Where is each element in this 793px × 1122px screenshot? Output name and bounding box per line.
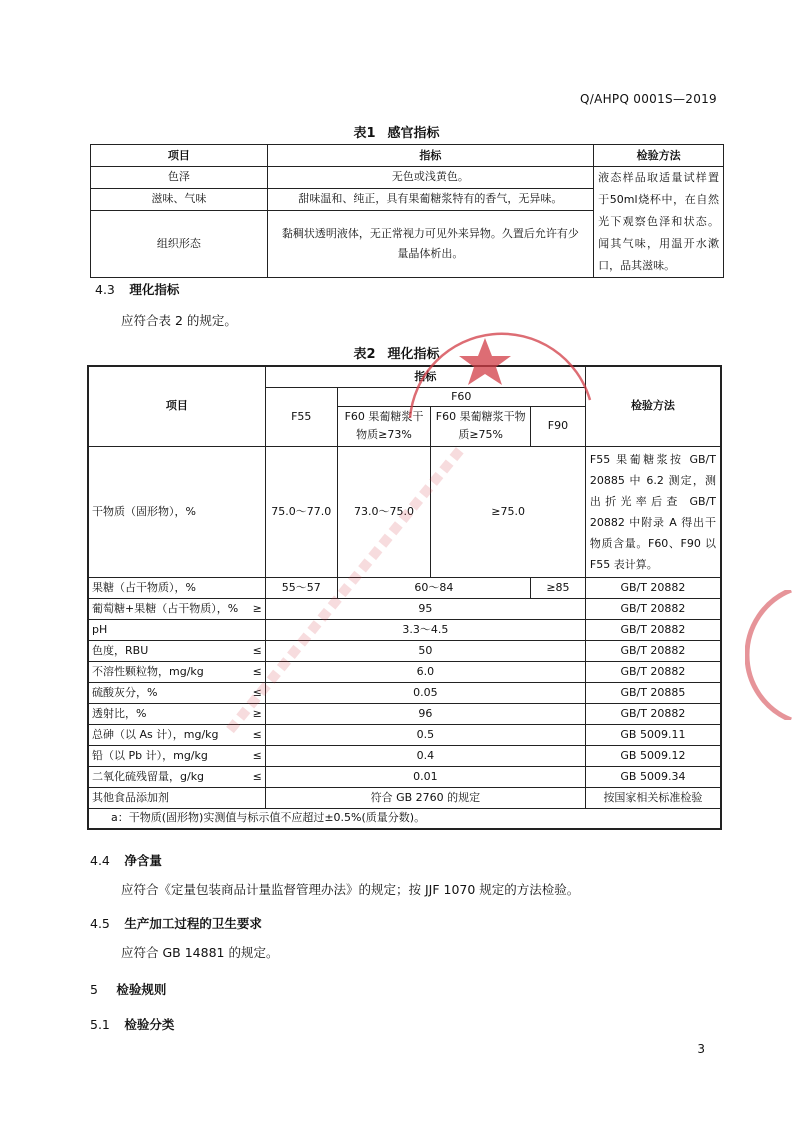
section-number: 5	[90, 982, 98, 997]
table2-cell-method: GB/T 20882	[585, 619, 721, 640]
table2-cell-method: GB/T 20882	[585, 577, 721, 598]
table2-header-f60-b: F60 果葡糖浆干物质≥75%	[431, 406, 531, 446]
table2-cell-method: GB/T 20882	[585, 640, 721, 661]
section-4-5-heading	[90, 914, 262, 932]
table2-cell-f90: ≥85	[531, 577, 586, 598]
table2-row-item: 果糖（占干物质），%	[88, 577, 265, 598]
item-name: 其他食品添加剂	[92, 790, 169, 804]
table2-cell-value: 6.0	[265, 661, 585, 682]
item-name: 色度，RBU	[92, 643, 149, 657]
section-4-5-text: 应符合 GB 14881 的规定。	[121, 945, 279, 960]
item-name: 总砷（以 As 计），mg/kg	[92, 727, 219, 741]
table2-cell-value: 0.4	[265, 745, 585, 766]
limit-symbol: ≤	[252, 769, 262, 783]
table1-method: 液态样品取适量试样置于50ml烧杯中，在自然光下观察色泽和状态。闻其气味，用温开水漱口，品其滋味。	[594, 167, 724, 278]
limit-symbol: ≤	[252, 727, 262, 741]
table1-row-item: 组织形态	[91, 210, 268, 277]
section-title: 检验分类	[124, 1017, 175, 1032]
limit-symbol: ≤	[252, 748, 262, 762]
page-number: 3	[697, 1042, 705, 1056]
table1-header-item: 项目	[91, 145, 268, 167]
table2-cell-value: 0.5	[265, 724, 585, 745]
limit-symbol: ≥	[252, 601, 262, 615]
table2-header-item: 项目	[88, 366, 265, 446]
section-title: 检验规则	[116, 982, 167, 997]
table2-cell-f60-b-f90: ≥75.0	[431, 446, 586, 577]
table1-caption-title: 感官指标	[387, 126, 440, 141]
table2-row-item: 干物质（固形物），%	[88, 446, 265, 577]
table2-cell-f60-a: 73.0～75.0	[337, 446, 431, 577]
table1-row-value: 甜味温和、纯正，具有果葡糖浆特有的香气，无异味。	[267, 188, 593, 210]
item-name: 透射比，%	[92, 706, 147, 720]
item-name: 不溶性颗粒物，mg/kg	[92, 664, 204, 678]
table2-cell-method: F55 果葡糖浆按 GB/T 20885 中 6.2 测定，测出折光率后查 GB/T 20882 中附录 A 得出干物质含量。F60、F90 以 F55 表计算。	[585, 446, 721, 577]
table2-cell-value: 0.05	[265, 682, 585, 703]
table2-cell-value: 0.01	[265, 766, 585, 787]
section-number: 4.4	[90, 853, 110, 868]
table2-cell-value: 96	[265, 703, 585, 724]
table2-row-item	[88, 766, 265, 787]
table2-cell-method: GB/T 20882	[585, 598, 721, 619]
seal-text-band	[230, 450, 460, 730]
item-name: 硫酸灰分，%	[92, 685, 158, 699]
limit-symbol: ≤	[252, 664, 262, 678]
table2-cell-value: 95	[265, 598, 585, 619]
table1-header-method: 检验方法	[594, 145, 724, 167]
table2-footnote: a：干物质(固形物)实测值与标示值不应超过±0.5%(质量分数)。	[88, 808, 721, 829]
table2-cell-method: GB 5009.12	[585, 745, 721, 766]
table2-cell-method: GB/T 20885	[585, 682, 721, 703]
table2-cell-value: 50	[265, 640, 585, 661]
table2-row-item	[88, 787, 265, 808]
table2-header-method: 检验方法	[585, 366, 721, 446]
table2-cell-value: 符合 GB 2760 的规定	[265, 787, 585, 808]
seal-ring	[410, 334, 590, 418]
table2-cell-value: 3.3～4.5	[265, 619, 585, 640]
table2-header-f60: F60	[337, 387, 585, 406]
item-name: 铅（以 Pb 计），mg/kg	[92, 748, 208, 762]
table1-row-item: 色泽	[91, 167, 268, 189]
edge-seal-ring	[747, 590, 791, 720]
document-number: Q/AHPQ 0001S—2019	[579, 92, 717, 106]
table2-caption	[0, 343, 793, 362]
section-title: 理化指标	[129, 282, 180, 297]
table1-header-indicator: 指标	[267, 145, 593, 167]
section-4-3-heading	[95, 280, 179, 298]
table1-caption-number: 表1	[353, 126, 376, 141]
section-title: 净含量	[124, 853, 162, 868]
table2-header-f60-a: F60 果葡糖浆干物质≥73%	[337, 406, 431, 446]
seal-text-arc-icon	[220, 430, 480, 750]
section-number: 4.3	[95, 282, 115, 297]
section-4-4-text: 应符合《定量包装商品计量监督管理办法》的规定；按 JJF 1070 规定的方法检验。	[121, 882, 580, 897]
item-name: 葡萄糖+果糖（占干物质），%	[92, 601, 239, 615]
table2-cell-method: 按国家相关标准检验	[585, 787, 721, 808]
table2-cell-f55: 75.0～77.0	[265, 446, 337, 577]
sensory-table	[90, 144, 724, 278]
section-5-heading	[90, 980, 166, 998]
table2-header-f90: F90	[531, 406, 586, 446]
section-number: 4.5	[90, 916, 110, 931]
official-seal-icon	[400, 290, 600, 420]
section-number: 5.1	[90, 1017, 110, 1032]
table2-cell-method: GB/T 20882	[585, 703, 721, 724]
table1-row-item: 滋味、气味	[91, 188, 268, 210]
table2-caption-number: 表2	[353, 347, 376, 362]
table2-cell-f60: 60～84	[337, 577, 530, 598]
table2-cell-f55: 55～57	[265, 577, 337, 598]
section-5-1-heading	[90, 1015, 174, 1033]
table2-cell-method: GB/T 20882	[585, 661, 721, 682]
section-title: 生产加工过程的卫生要求	[124, 916, 262, 931]
item-name: 二氧化硫残留量，g/kg	[92, 769, 205, 783]
table2-header-f55: F55	[265, 387, 337, 446]
table2-cell-method: GB 5009.34	[585, 766, 721, 787]
table1-row-value: 黏稠状透明液体，无正常视力可见外来异物。久置后允许有少量晶体析出。	[267, 210, 593, 277]
table1-caption	[0, 122, 793, 141]
section-4-4-heading	[90, 851, 162, 869]
table2-caption-title: 理化指标	[387, 347, 440, 362]
table2-cell-method: GB 5009.11	[585, 724, 721, 745]
limit-symbol: ≤	[252, 643, 262, 657]
table2-header-indicator: 指标	[265, 366, 585, 387]
item-name: pH	[92, 622, 108, 636]
seal-star-icon	[459, 338, 511, 385]
limit-symbol: ≤	[252, 685, 262, 699]
edge-seal-icon	[745, 590, 793, 720]
table1-row-value: 无色或浅黄色。	[267, 167, 593, 189]
section-4-3-text: 应符合表 2 的规定。	[121, 313, 237, 328]
limit-symbol: ≥	[252, 706, 262, 720]
